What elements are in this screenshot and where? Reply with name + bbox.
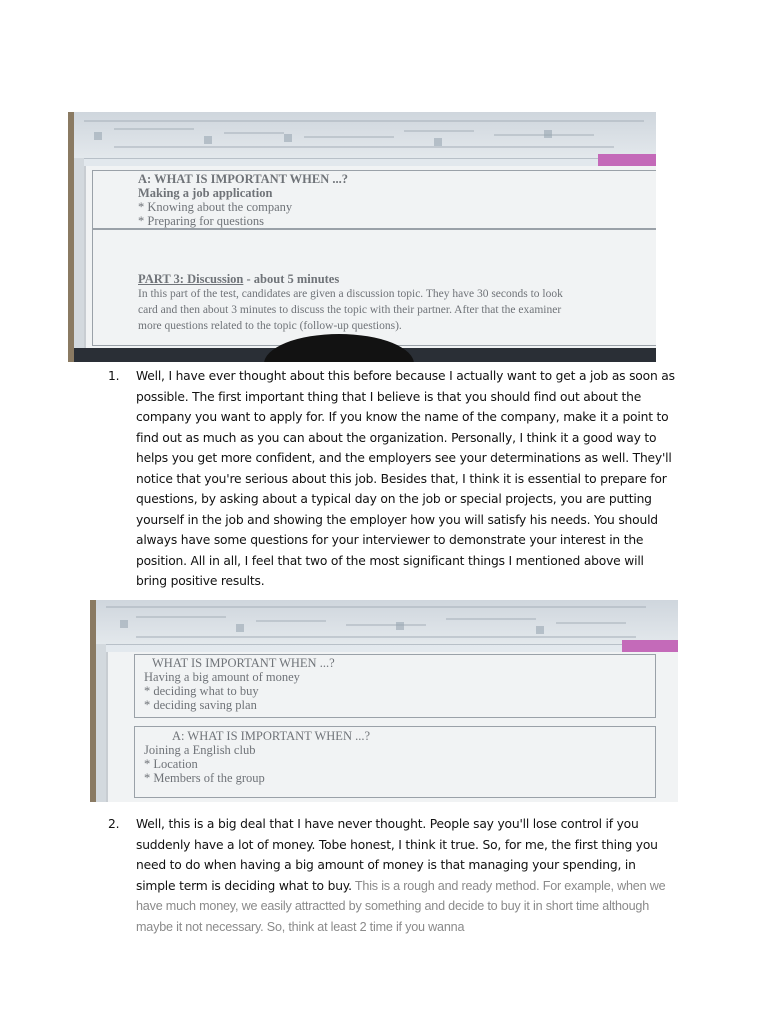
card-topic: Joining a English club bbox=[144, 743, 256, 757]
answer-text-light: This is a rough and ready method. For example, when we have much money, we easily attractted by something and decide to buy it in short time although maybe it not necessary. So, think at least 2 time if you wanna bbox=[136, 878, 666, 934]
card-heading: A: WHAT IS IMPORTANT WHEN ...? bbox=[172, 729, 371, 743]
card-bullet: * Members of the group bbox=[144, 771, 265, 785]
card-bullet: * deciding what to buy bbox=[144, 684, 259, 698]
card-topic: Making a job application bbox=[138, 186, 273, 200]
answer-text: Well, I have ever thought about this before because I actually want to get a job as soon as possible. The first important thing that I believe is that you should find out about the company you want to apply for. If you know the name of the company, make it a point to find out as much as you can about the organization. Personally, I think it a good way to helps you get more confident, and the employers see your determinations as well. They'll notice that you're serious about this job. Besides that, I think it is essential to prepare for questions, by asking about a typical day on the job or special projects, you are putting yourself in the job and showing the employer how you will satisfy his needs. You should always have some questions for your interviewer to demonstrate your interest in the position. All in all, I feel that two of the most significant things I mentioned above will bring positive results. bbox=[136, 369, 675, 588]
photo-exam-card-2 bbox=[90, 600, 678, 802]
part-text-line: In this part of the test, candidates are given a discussion topic. They have 30 seconds to look bbox=[138, 288, 563, 300]
projected-screen bbox=[74, 112, 656, 362]
photo-exam-card-1 bbox=[68, 112, 656, 362]
answer-1 bbox=[108, 366, 676, 592]
toolbar-button bbox=[598, 154, 656, 166]
toolbar-button bbox=[622, 640, 678, 652]
card-bullet: * Knowing about the company bbox=[138, 200, 293, 214]
word-ribbon bbox=[96, 600, 678, 645]
card-heading: WHAT IS IMPORTANT WHEN ...? bbox=[152, 656, 335, 670]
part-text-line: card and then about 3 minutes to discuss the topic with their partner. After that the examiner bbox=[138, 304, 562, 316]
document-page bbox=[84, 166, 656, 348]
projected-screen bbox=[96, 600, 678, 802]
answer-2 bbox=[108, 814, 676, 937]
card-heading: A: WHAT IS IMPORTANT WHEN ...? bbox=[138, 172, 349, 186]
part-text-line: more questions related to the topic (follow-up questions). bbox=[138, 320, 402, 332]
part-subtitle: - about 5 minutes bbox=[243, 272, 340, 286]
list-number: 2. bbox=[108, 817, 120, 831]
card-topic: Having a big amount of money bbox=[144, 670, 300, 684]
list-number: 1. bbox=[108, 369, 120, 383]
card-bullet: * deciding saving plan bbox=[144, 698, 257, 712]
answer-text: Well, this is a big deal that I have never thought. People say you'll lose control if you suddenly have a lot of money. Tobe honest, I think it true. So, for me, the first thing you need to do when having a big amount of money is that managing your spending, in simple term is deciding what to buy. bbox=[136, 817, 658, 893]
part-title: PART 3: Discussion bbox=[138, 272, 244, 286]
card-bullet: * Preparing for questions bbox=[138, 214, 265, 228]
card-bullet: * Location bbox=[144, 757, 198, 771]
word-ribbon bbox=[74, 112, 656, 159]
document-page bbox=[106, 652, 678, 802]
